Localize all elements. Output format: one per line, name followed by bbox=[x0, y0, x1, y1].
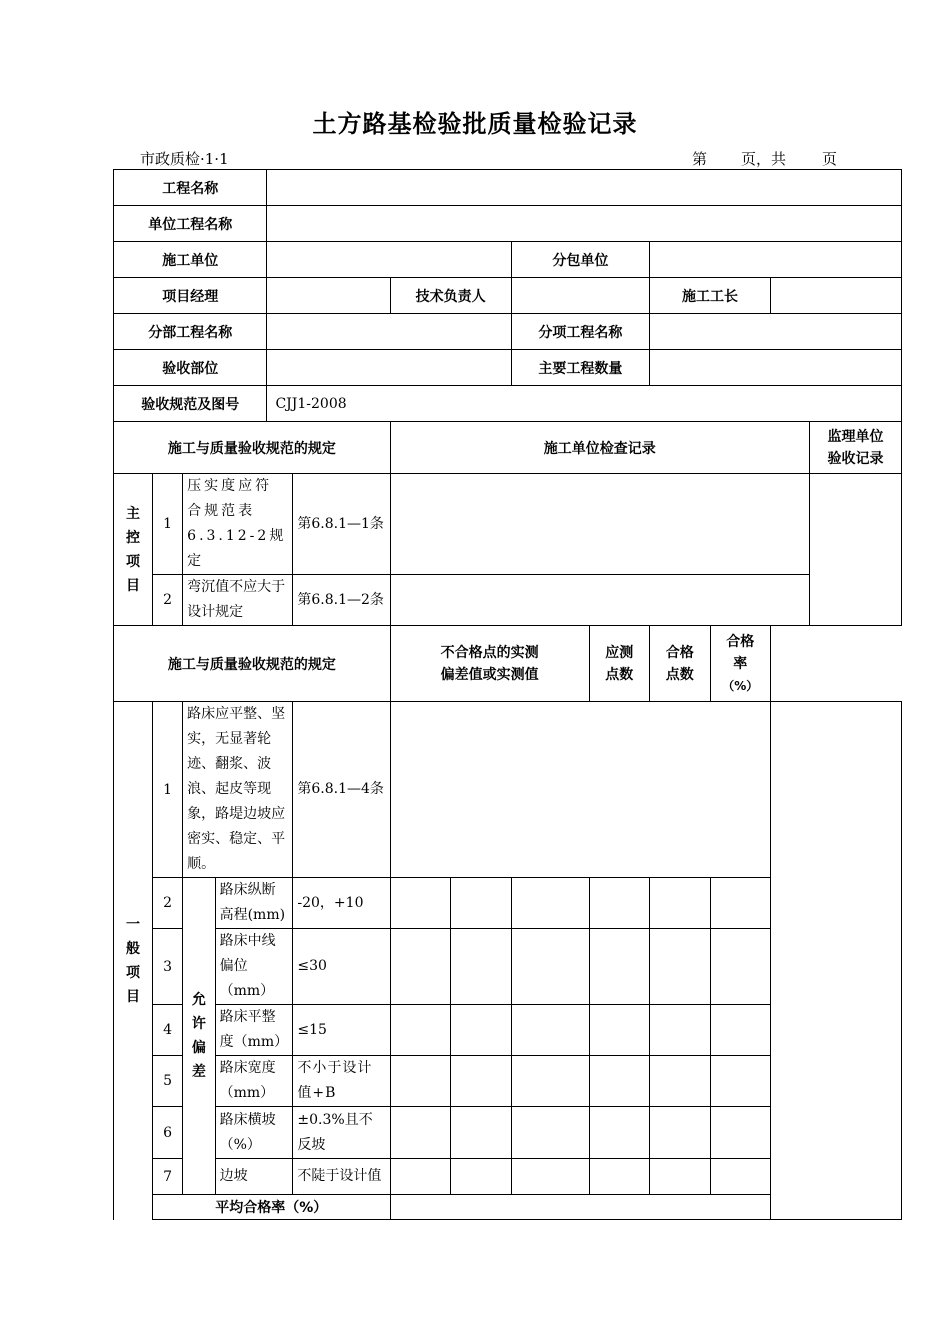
division-name-value[interactable] bbox=[267, 314, 511, 350]
construction-foreman-value[interactable] bbox=[771, 278, 902, 314]
subitem-name-label: 分项工程名称 bbox=[511, 314, 649, 350]
general-clause: 第6.8.1—4条 bbox=[293, 702, 390, 878]
tolerance-item-value: -20，+10 bbox=[293, 878, 390, 929]
tolerance-item-name: 路床宽度（mm） bbox=[215, 1056, 293, 1107]
measure-cell[interactable] bbox=[451, 1107, 512, 1159]
measure-cell[interactable] bbox=[390, 1107, 451, 1159]
measure-cell[interactable] bbox=[451, 1005, 512, 1056]
measure-cell[interactable] bbox=[589, 1107, 650, 1159]
measure-cell[interactable] bbox=[511, 929, 589, 1005]
general-text: 路床应平整、坚实，无显著轮迹、翻浆、波浪、起皮等现象，路堤边坡应密实、稳定、平顺。 bbox=[183, 702, 293, 878]
measure-cell[interactable] bbox=[451, 1159, 512, 1195]
project-name-label: 工程名称 bbox=[114, 170, 267, 206]
measure-cell[interactable] bbox=[650, 929, 711, 1005]
measure-cell[interactable] bbox=[390, 878, 451, 929]
tolerance-item-value: ≤30 bbox=[293, 929, 390, 1005]
spec-value[interactable]: CJJ1-2008 bbox=[267, 386, 902, 422]
measure-cell[interactable] bbox=[710, 878, 771, 929]
measure-cell[interactable] bbox=[650, 1107, 711, 1159]
project-manager-label: 项目经理 bbox=[114, 278, 267, 314]
measure-cell[interactable] bbox=[710, 1056, 771, 1107]
general-no: 5 bbox=[152, 1056, 182, 1107]
measure-cell[interactable] bbox=[589, 878, 650, 929]
supervisor-header-line1: 监理单位 bbox=[827, 428, 884, 445]
measure-cell[interactable] bbox=[589, 1056, 650, 1107]
pass-rate-header: 合格 率 （%） bbox=[710, 626, 771, 702]
division-name-label: 分部工程名称 bbox=[114, 314, 267, 350]
tolerance-item-value: 不陡于设计值 bbox=[293, 1159, 390, 1195]
form-code: 市政质检·1·1 bbox=[140, 150, 229, 168]
should-count-header: 应测 点数 bbox=[589, 626, 650, 702]
measure-cell[interactable] bbox=[710, 1107, 771, 1159]
blank-header-corner bbox=[771, 626, 902, 702]
tolerance-item-value: ≤15 bbox=[293, 1005, 390, 1056]
unit-check-header: 施工单位检查记录 bbox=[390, 422, 809, 474]
subcontract-unit-label: 分包单位 bbox=[511, 242, 649, 278]
measure-cell[interactable] bbox=[589, 929, 650, 1005]
tolerance-label: 允 许 偏 差 bbox=[183, 878, 215, 1195]
tolerance-item-name: 路床横坡（%） bbox=[215, 1107, 293, 1159]
main-control-no: 2 bbox=[152, 575, 182, 626]
general-no: 3 bbox=[152, 929, 182, 1005]
main-control-check[interactable] bbox=[390, 474, 809, 575]
measure-cell[interactable] bbox=[710, 1005, 771, 1056]
page-info bbox=[692, 148, 837, 169]
main-control-label: 主 控 项 目 bbox=[114, 474, 153, 626]
subcontract-unit-value[interactable] bbox=[650, 242, 902, 278]
tolerance-item-value: ±0.3%且不反坡 bbox=[293, 1107, 390, 1159]
average-rate-value[interactable] bbox=[390, 1195, 770, 1220]
spec-rules-header-2: 施工与质量验收规范的规定 bbox=[114, 626, 391, 702]
general-check[interactable] bbox=[390, 702, 770, 878]
page-info-di: 第 bbox=[692, 150, 708, 168]
measure-cell[interactable] bbox=[390, 929, 451, 1005]
pass-count-header: 合格 点数 bbox=[650, 626, 711, 702]
spec-rules-header: 施工与质量验收规范的规定 bbox=[114, 422, 391, 474]
measure-cell[interactable] bbox=[390, 1056, 451, 1107]
main-control-clause: 第6.8.1—2条 bbox=[293, 575, 390, 626]
measure-cell[interactable] bbox=[650, 1005, 711, 1056]
tolerance-item-name: 路床中线偏位（mm） bbox=[215, 929, 293, 1005]
technical-lead-value[interactable] bbox=[511, 278, 649, 314]
general-supervisor[interactable] bbox=[771, 702, 902, 1220]
tolerance-item-name: 边坡 bbox=[215, 1159, 293, 1195]
general-no: 7 bbox=[152, 1159, 182, 1195]
page-info-ye-gong: 页，共 bbox=[741, 150, 787, 168]
general-no: 6 bbox=[152, 1107, 182, 1159]
subitem-name-value[interactable] bbox=[650, 314, 902, 350]
measure-cell[interactable] bbox=[650, 1159, 711, 1195]
main-control-text: 弯沉值不应大于设计规定 bbox=[183, 575, 293, 626]
page-title: 土方路基检验批质量检验记录 bbox=[312, 110, 638, 138]
main-control-text: 压实度应符合规范表6.3.12-2规定 bbox=[183, 474, 293, 575]
measure-cell[interactable] bbox=[511, 1005, 589, 1056]
general-no: 1 bbox=[152, 702, 182, 878]
measure-cell[interactable] bbox=[589, 1005, 650, 1056]
acceptance-part-label: 验收部位 bbox=[114, 350, 267, 386]
spec-label: 验收规范及图号 bbox=[114, 386, 267, 422]
unit-project-name-label: 单位工程名称 bbox=[114, 206, 267, 242]
inspection-table bbox=[113, 169, 902, 1220]
main-control-no: 1 bbox=[152, 474, 182, 575]
tolerance-item-value: 不小于设计值+B bbox=[293, 1056, 390, 1107]
supervisor-header bbox=[809, 422, 901, 474]
tolerance-item-name: 路床平整度（mm） bbox=[215, 1005, 293, 1056]
main-quantity-value[interactable] bbox=[650, 350, 902, 386]
supervisor-header-line2: 验收记录 bbox=[827, 450, 884, 467]
measure-cell[interactable] bbox=[511, 878, 589, 929]
measure-cell[interactable] bbox=[390, 1159, 451, 1195]
main-control-supervisor[interactable] bbox=[809, 474, 901, 626]
construction-unit-label: 施工单位 bbox=[114, 242, 267, 278]
measure-cell[interactable] bbox=[710, 929, 771, 1005]
tolerance-item-name: 路床纵断高程(mm) bbox=[215, 878, 293, 929]
measure-cell[interactable] bbox=[589, 1159, 650, 1195]
acceptance-part-value[interactable] bbox=[267, 350, 511, 386]
measure-cell[interactable] bbox=[511, 1056, 589, 1107]
measure-cell[interactable] bbox=[451, 929, 512, 1005]
nonconforming-header: 不合格点的实测 偏差值或实测值 bbox=[390, 626, 589, 702]
measure-cell[interactable] bbox=[451, 1056, 512, 1107]
measure-cell[interactable] bbox=[650, 1056, 711, 1107]
project-manager-value[interactable] bbox=[267, 278, 390, 314]
construction-unit-value[interactable] bbox=[267, 242, 511, 278]
general-label: 一 般 项 目 bbox=[114, 702, 153, 1220]
main-control-check[interactable] bbox=[390, 575, 809, 626]
average-rate-label: 平均合格率（%） bbox=[152, 1195, 390, 1220]
measure-cell[interactable] bbox=[710, 1159, 771, 1195]
technical-lead-label: 技术负责人 bbox=[390, 278, 511, 314]
measure-cell[interactable] bbox=[451, 878, 512, 929]
general-no: 4 bbox=[152, 1005, 182, 1056]
construction-foreman-label: 施工工长 bbox=[650, 278, 771, 314]
general-no: 2 bbox=[152, 878, 182, 929]
measure-cell[interactable] bbox=[511, 1159, 589, 1195]
measure-cell[interactable] bbox=[511, 1107, 589, 1159]
unit-project-name-value[interactable] bbox=[267, 206, 902, 242]
main-control-clause: 第6.8.1—1条 bbox=[293, 474, 390, 575]
page-info-ye: 页 bbox=[822, 150, 838, 168]
main-quantity-label: 主要工程数量 bbox=[511, 350, 649, 386]
measure-cell[interactable] bbox=[650, 878, 711, 929]
project-name-value[interactable] bbox=[267, 170, 902, 206]
measure-cell[interactable] bbox=[390, 1005, 451, 1056]
